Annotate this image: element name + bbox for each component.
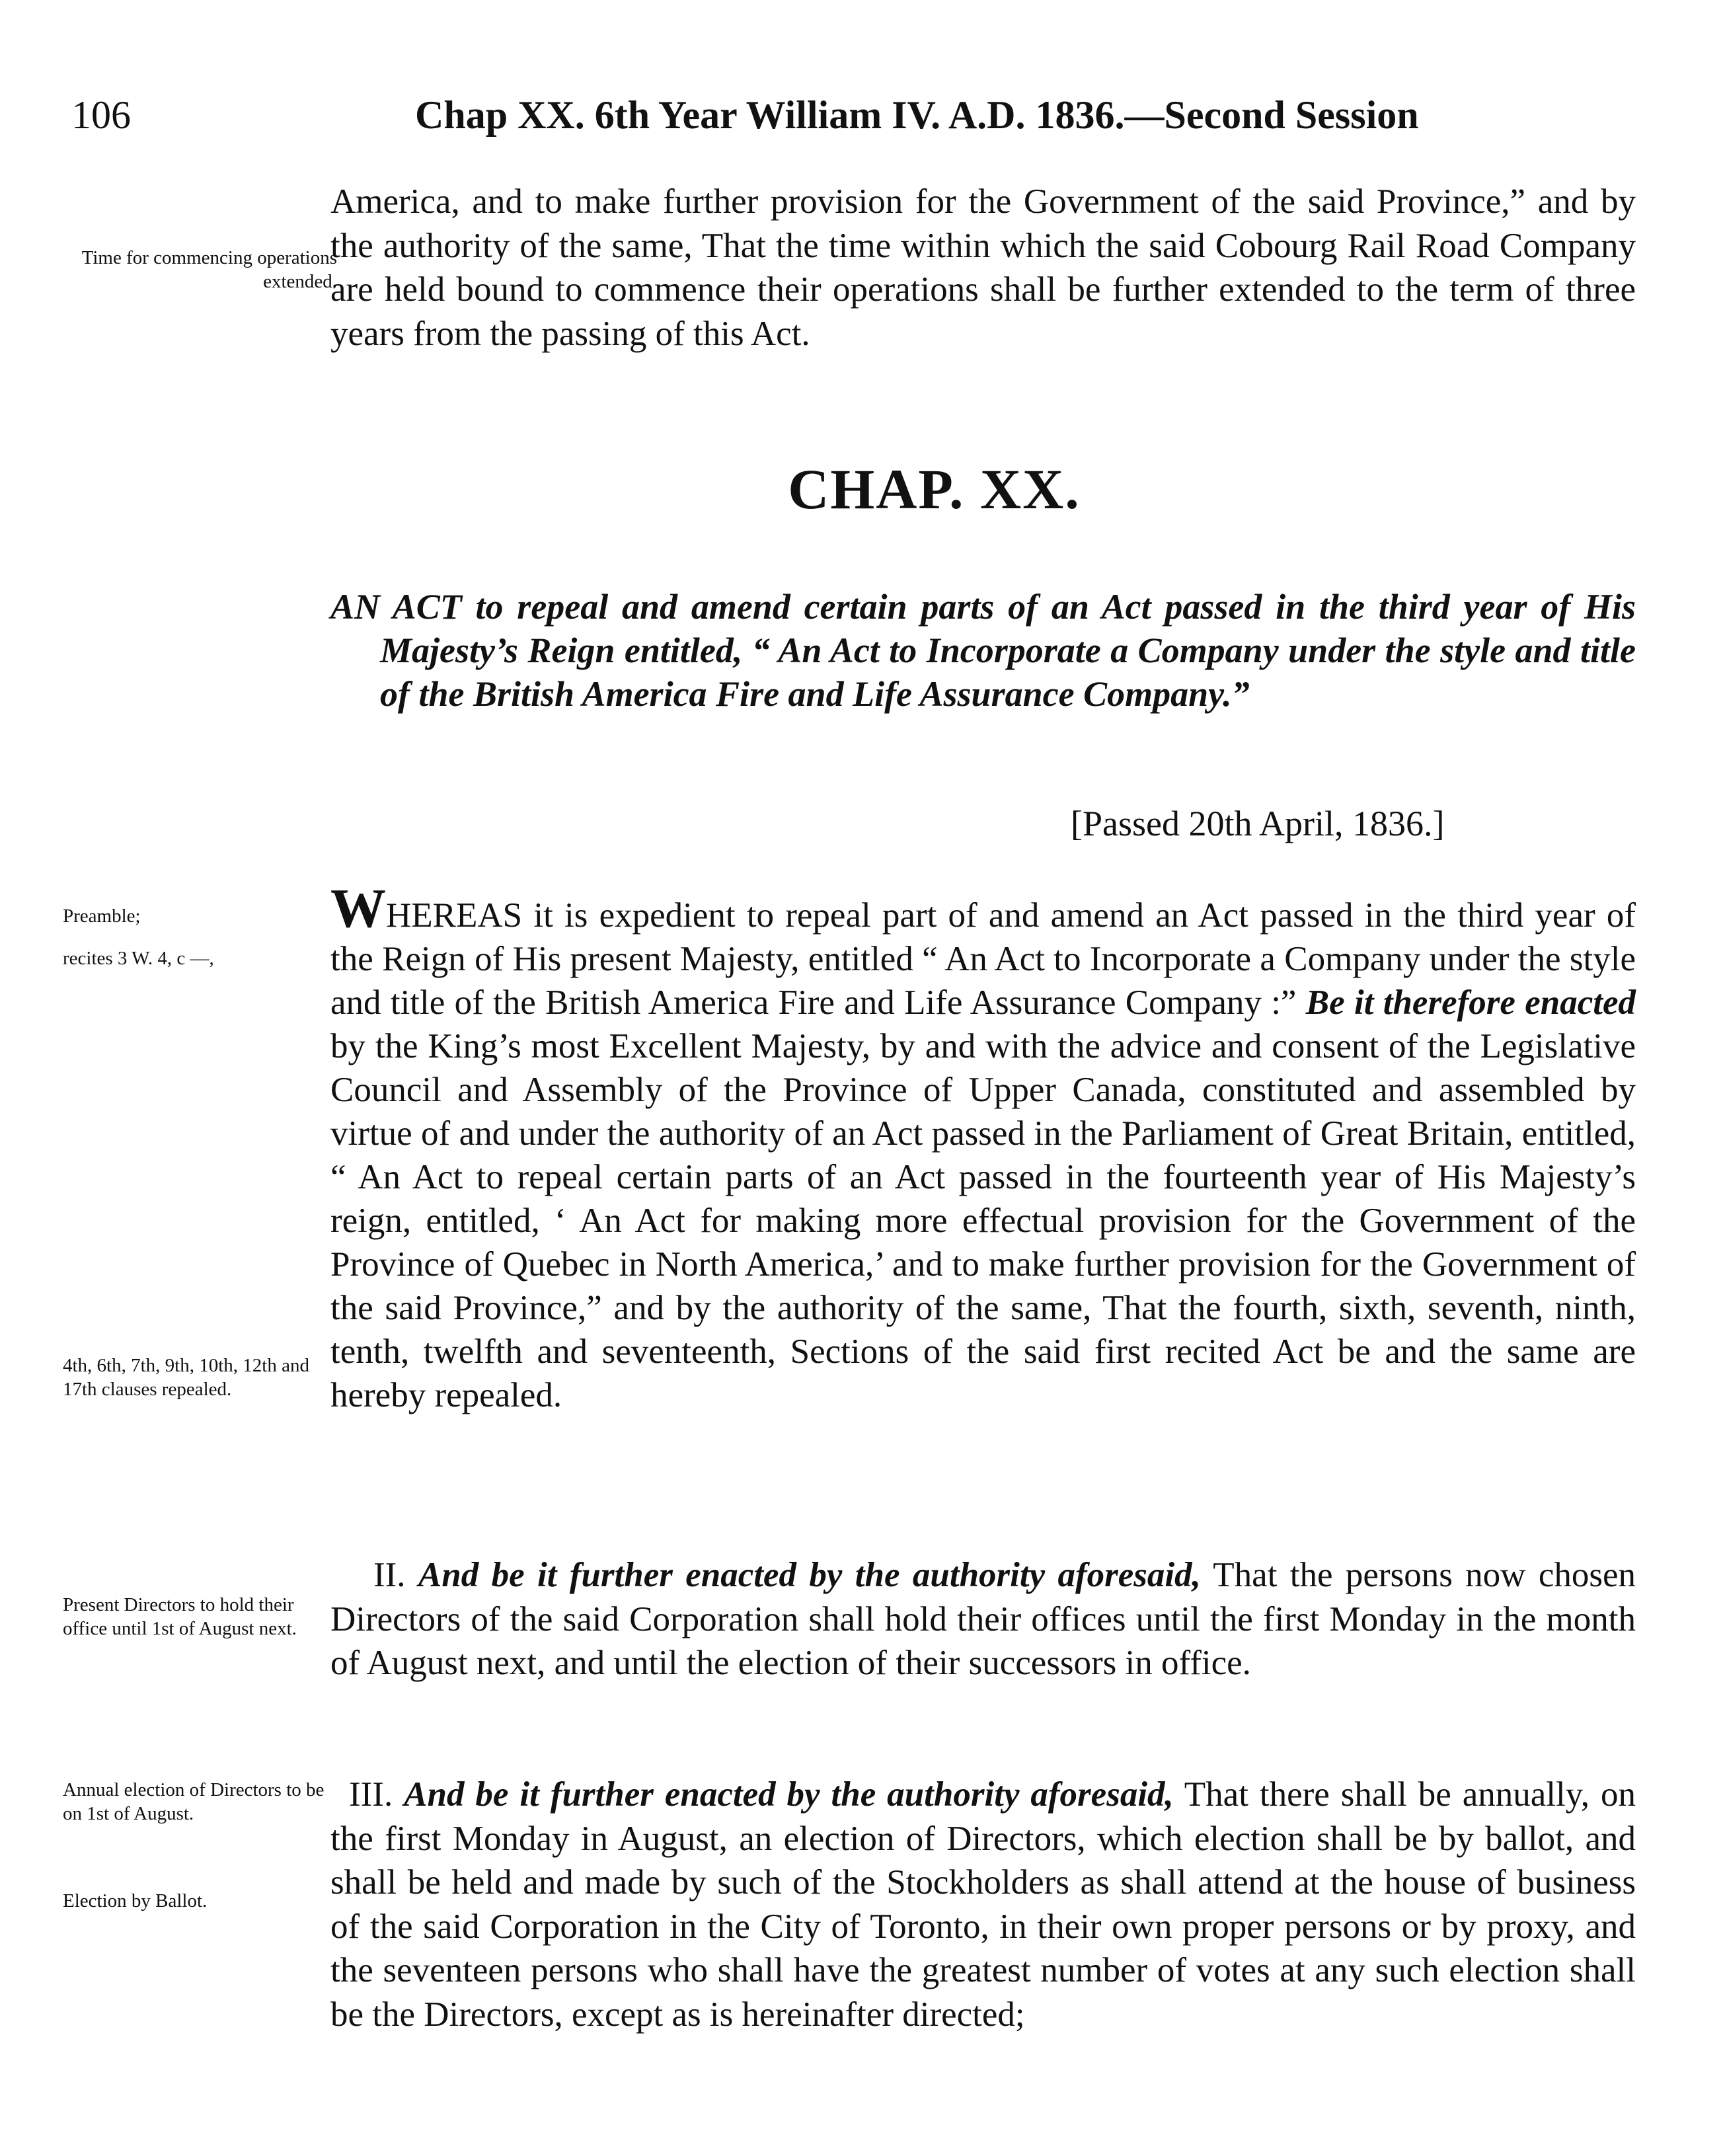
enacting-clause: Be it therefore enacted [1305,983,1636,1022]
act-title: AN ACT to repeal and amend certain parts of an Act passed in the third year of His Majesty’s Reign entitled, “ An Act to Incorporate a Company under the style and title of the British America Fire and Life Assurance Company.” [330,587,1636,714]
margin-note-time-commencing: Time for commencing operations extended. [81,247,337,292]
continuation-paragraph: America, and to make further provision for the Government of the said Province,” and by the authority of the same, That the time within which the said Cobourg Rail Road Company are held bound to commence their operations shall be further extended to the term of three years from the passing of this Act. [330,182,1636,353]
section-3-text: That there shall be annually, on the first Monday in August, an election of Directors, which election shall be by ballot, and shall be held and made by such of the Stockholders as shall attend at the house of business of the said Corporation in the City of Toronto, in their own proper persons or by proxy, and the seventeen persons who shall have the greatest number of votes at any such election shall be the Directors, except as is hereinafter directed; [330,1775,1636,2034]
section-3-numeral: III. [349,1775,393,1814]
page-number: 106 [71,93,131,137]
margin-note-annual-election: Annual election of Directors to be on 1st of August. [63,1779,325,1824]
margin-note-clauses-repealed: 4th, 6th, 7th, 9th, 10th, 12th and 17th clauses repealed. [63,1355,309,1400]
preamble-text-1: HEREAS it is expedient to repeal part of and amend an Act passed in the third year of the Reign of His present Majesty, entitled “ An Act to Incorporate a Company under the style and title of the British America Fire and Life Assurance Company :” [330,896,1636,1022]
margin-note-preamble: Preamble; [63,905,141,927]
section-2-numeral: II. [373,1556,406,1594]
passed-date: [Passed 20th April, 1836.] [1071,804,1445,843]
section-3 [330,1773,1636,2036]
preamble-text-2: by the King’s most Excellent Majesty, by and with the advice and consent of the Legislative Council and Assembly of the Province of Upper Canada, constituted and assembled by virtue of and under the authority of an Act passed in the Parliament of Great Britain, entitled, “ An Act to repeal certain parts of an Act passed in the fourteenth year of His Majesty’s reign, entitled, ‘ An Act for making more effectual provision for the Government of the Province of Quebec in North America,’ and to make further provision for the Government of the said Province,” and by the authority of the same, That the fourth, sixth, seventh, ninth, tenth, twelfth and seventeenth, Sections of the said first recited Act be and the same are hereby repealed. [330,1027,1636,1414]
page-header [71,93,1558,145]
running-head: Chap XX. 6th Year William IV. A.D. 1836.—Second Session [415,93,1419,137]
chapter-heading: CHAP. XX. [788,457,1081,521]
section-2-text: That the persons now chosen Directors of the said Corporation shall hold their offices until the first Monday in the month of August next, and until the election of their successors in office. [330,1556,1636,1682]
margin-note-election-ballot: Election by Ballot. [63,1890,208,1911]
preamble-paragraph [330,878,1636,1417]
section-2 [330,1553,1636,1685]
margin-note-recites: recites 3 W. 4, c —, [63,948,214,969]
margin-note-present-directors: Present Directors to hold their office until 1st of August next. [63,1594,297,1639]
drop-cap: W [330,878,386,939]
section-2-enacting: And be it further enacted by the authority aforesaid, [418,1556,1201,1594]
section-3-enacting: And be it further enacted by the authority aforesaid, [404,1775,1174,1814]
